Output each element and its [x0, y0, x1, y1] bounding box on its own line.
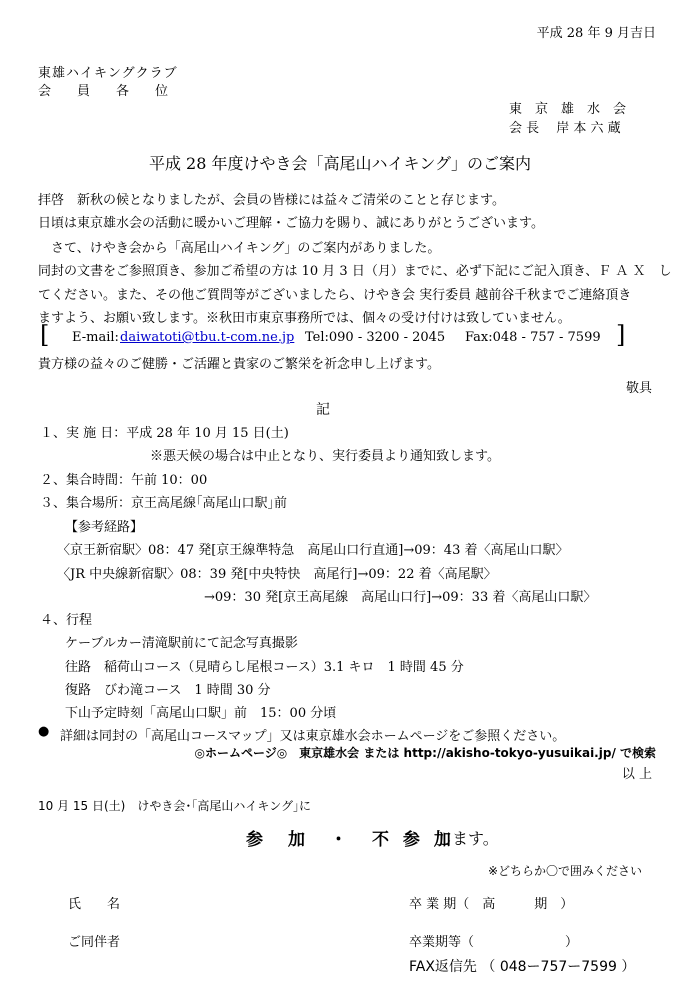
contact-fax: Fax:048 - 757 - 7599 — [465, 330, 601, 345]
instruction-line-3: ますよう、お願い致します。※秋田市東京事務所では、個々の受け付けは致していません。 — [38, 311, 571, 326]
route-keio: 〈京王新宿駅〉08：47 発[京王線準特急 高尾山口行直通]→09：43 着〈高尾山口駅〉 — [57, 543, 569, 558]
ijo-closing: 以 上 — [621, 767, 652, 782]
bullet-icon: ● — [38, 724, 50, 739]
contact-close-bracket: ] — [616, 321, 626, 349]
itinerary-descent-time: 下山予定時刻「高尾山口駅」前 15：00 分頃 — [65, 706, 337, 721]
homepage-note: ◎ホームページ◎ 東京雄水会 または http://akisho-tokyo-yusuikai.jp/ で検索 — [194, 746, 656, 760]
reply-event-line: 10 月 15 日(土) けやき会･｢高尾山ハイキング｣に — [38, 799, 311, 813]
graduation-field-label[interactable]: 卒 業 期（ 高 期 ） — [409, 897, 574, 912]
detail-note: 詳細は同封の「高尾山コースマップ」又は東京雄水会ホームページをご参照ください。 — [60, 729, 566, 744]
sender-org: 東 京 雄 水 会 — [509, 102, 627, 117]
attendance-choice[interactable]: 参 加 ・ 不 参 加 — [246, 830, 455, 850]
itinerary-photo: ケーブルカー清滝駅前にて記念写真撮影 — [65, 636, 298, 651]
ki-heading: 記 — [316, 402, 330, 418]
itinerary-outbound: 往路 稲荷山コース（見晴らし尾根コース）3.1 キロ 1 時間 45 分 — [65, 660, 464, 675]
item-itinerary: ４、行程 — [40, 613, 93, 628]
companion-graduation-label[interactable]: 卒業期等（ ） — [409, 935, 579, 950]
recipient-members: 会 員 各 位 — [38, 84, 169, 99]
contact-tel: Tel:090 - 3200 - 2045 — [305, 330, 446, 345]
route-jr-transfer: →09：30 発[京王高尾線 高尾山口行]→09：33 着〈高尾山口駅〉 — [204, 590, 597, 605]
instruction-line-1: 同封の文書をご参照頂き、参加ご希望の方は 10 月 3 日（月）までに、必ず下記にご記入頂き、Ｆ Ａ Ｘ し — [38, 264, 672, 279]
closing-keigu: 敬具 — [625, 381, 652, 396]
circle-instruction: ※どちらか〇で囲みください — [487, 864, 642, 878]
fax-reply-number: FAX返信先 （ 048ー757ー7599 ） — [409, 959, 636, 975]
companion-field-label[interactable]: ご同伴者 — [68, 935, 121, 950]
route-jr: 〈JR 中央線新宿駅〉08：39 発[中央特快 高尾行]→09：22 着〈高尾駅〉 — [57, 567, 497, 582]
name-field-label[interactable]: 氏 名 — [68, 897, 121, 912]
thanks-paragraph: 日頃は東京雄水会の活動に暖かいご理解・ご協力を賜り、誠にありがとうございます。 — [38, 216, 544, 231]
intro-paragraph: さて、けやき会から「高尾山ハイキング」のご案内がありました。 — [38, 241, 441, 256]
item-meeting-time: ２、集合時間：午前 10：00 — [40, 473, 208, 488]
instruction-line-2: てください。また、その他ご質問等がございましたら、けやき会 実行委員 越前谷千秋までご連絡頂き — [38, 288, 632, 303]
recipient-club: 東雄ハイキングクラブ — [38, 66, 178, 81]
itinerary-return: 復路 びわ滝コース 1 時間 30 分 — [65, 683, 271, 698]
email-link[interactable]: daiwatoti@tbu.t-com.ne.jp — [120, 330, 295, 345]
email-label: E-mail: — [72, 330, 119, 345]
attendance-suffix: します。 — [436, 829, 499, 848]
weather-note: ※悪天候の場合は中止となり、実行委員より通知致します。 — [150, 449, 500, 464]
sender-president: 会 長 岸 本 六 蔵 — [509, 121, 621, 136]
greeting-paragraph: 拝啓 新秋の候となりましたが、会員の皆様には益々ご清栄のことと存じます。 — [38, 193, 505, 208]
item-meeting-place: ３、集合場所：京王高尾線｢高尾山口駅｣前 — [40, 496, 288, 511]
route-header: 【参考経路】 — [65, 520, 144, 535]
item-date: １、実 施 日：平成 28 年 10 月 15 日(土) — [40, 426, 289, 441]
document-title: 平成 28 年度けやき会「高尾山ハイキング」のご案内 — [148, 154, 532, 173]
document-date: 平成 28 年 9 月吉日 — [536, 26, 656, 41]
wishes-paragraph: 貴方様の益々のご健勝・ご活躍と貴家のご繁栄を祈念申し上げます。 — [38, 357, 440, 372]
contact-open-bracket: [ — [40, 321, 50, 349]
